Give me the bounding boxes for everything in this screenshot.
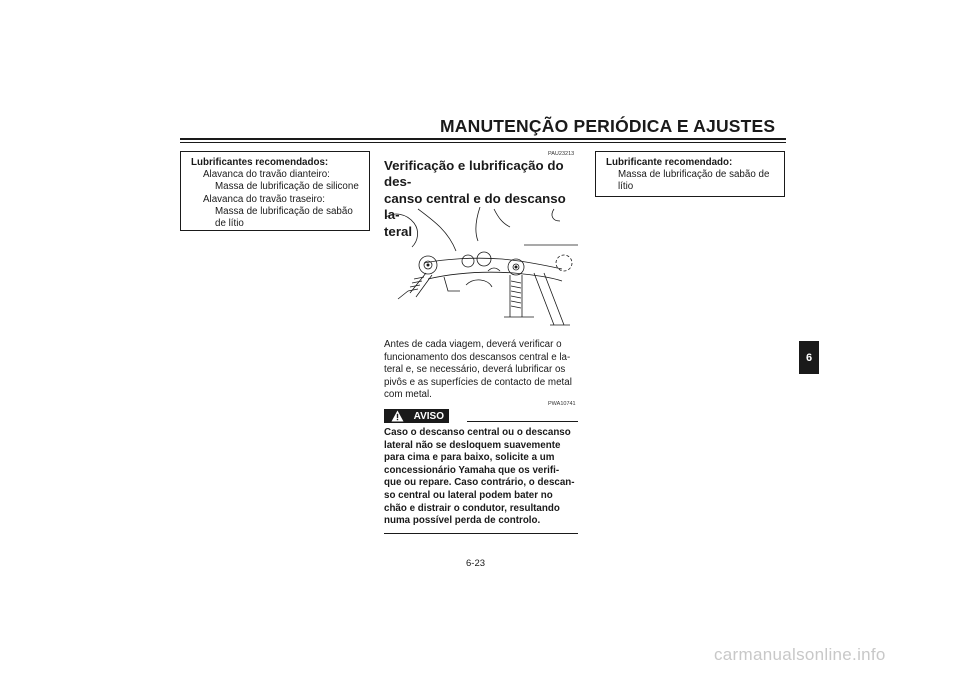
section-body xyxy=(384,339,578,402)
section-title-line: canso central e do descanso la- xyxy=(384,190,566,223)
lubricant-box-right xyxy=(595,151,785,197)
header-rule-thin xyxy=(180,142,786,143)
body-line: com metal. xyxy=(384,389,432,401)
lubricant-value: Massa de lubrificação de silicone xyxy=(215,181,359,193)
warning-line: so central ou lateral podem bater no xyxy=(384,489,553,501)
warning-triangle-icon xyxy=(391,410,404,422)
lubricants-box-title: Lubrificantes recomendados: xyxy=(191,157,329,168)
body-line: teral e, se necessário, deverá lubrificar os xyxy=(384,364,566,376)
warning-top-rule xyxy=(467,421,578,422)
warning-label: AVISO xyxy=(413,410,444,422)
warning-line: chão e distrair o condutor, resultando xyxy=(384,502,560,514)
warning-line: concessionário Yamaha que os verifi- xyxy=(384,464,560,476)
warning-badge xyxy=(384,409,449,423)
lubricant-box-title: Lubrificante recomendado: xyxy=(606,157,733,168)
watermark: carmanualsonline.info xyxy=(714,645,886,664)
section-code: PAU23213 xyxy=(548,151,575,157)
body-line: pivôs e as superfícies de contacto de metal xyxy=(384,376,572,388)
lubricant-item: Alavanca do travão dianteiro: xyxy=(203,169,330,181)
lubricant-value: de lítio xyxy=(215,218,244,230)
body-line: funcionamento dos descansos central e la- xyxy=(384,351,571,363)
lubricant-item: Alavanca do travão traseiro: xyxy=(203,193,325,205)
warning-text xyxy=(384,427,578,528)
lubricant-value: Massa de lubrificação de sabão de xyxy=(618,169,770,181)
stand-illustration xyxy=(384,207,578,335)
warning-bottom-rule xyxy=(384,533,578,534)
warning-line: que ou repare. Caso contrário, o descan- xyxy=(384,477,575,489)
page-header-title: MANUTENÇÃO PERIÓDICA E AJUSTES xyxy=(440,116,776,136)
lubricant-value: Massa de lubrificação de sabão xyxy=(215,205,353,217)
header-rule-thick xyxy=(180,138,786,140)
lubricants-box-left xyxy=(180,151,370,231)
lubricant-value: lítio xyxy=(618,181,634,193)
body-line: Antes de cada viagem, deverá verificar o xyxy=(384,339,562,350)
warning-line: para cima e para baixo, solicite a um xyxy=(384,452,555,464)
warning-line: Caso o descanso central ou o descanso xyxy=(384,427,571,438)
section-title-line: Verificação e lubrificação do des- xyxy=(384,158,564,190)
warning-line: lateral não se desloquem suavemente xyxy=(384,439,561,451)
section-title-line: teral xyxy=(384,223,413,239)
chapter-tab: 6 xyxy=(799,341,819,374)
page-number: 6-23 xyxy=(466,558,486,569)
warning-code: PWA10741 xyxy=(548,401,576,407)
warning-line: numa possível perda de controlo. xyxy=(384,515,541,527)
